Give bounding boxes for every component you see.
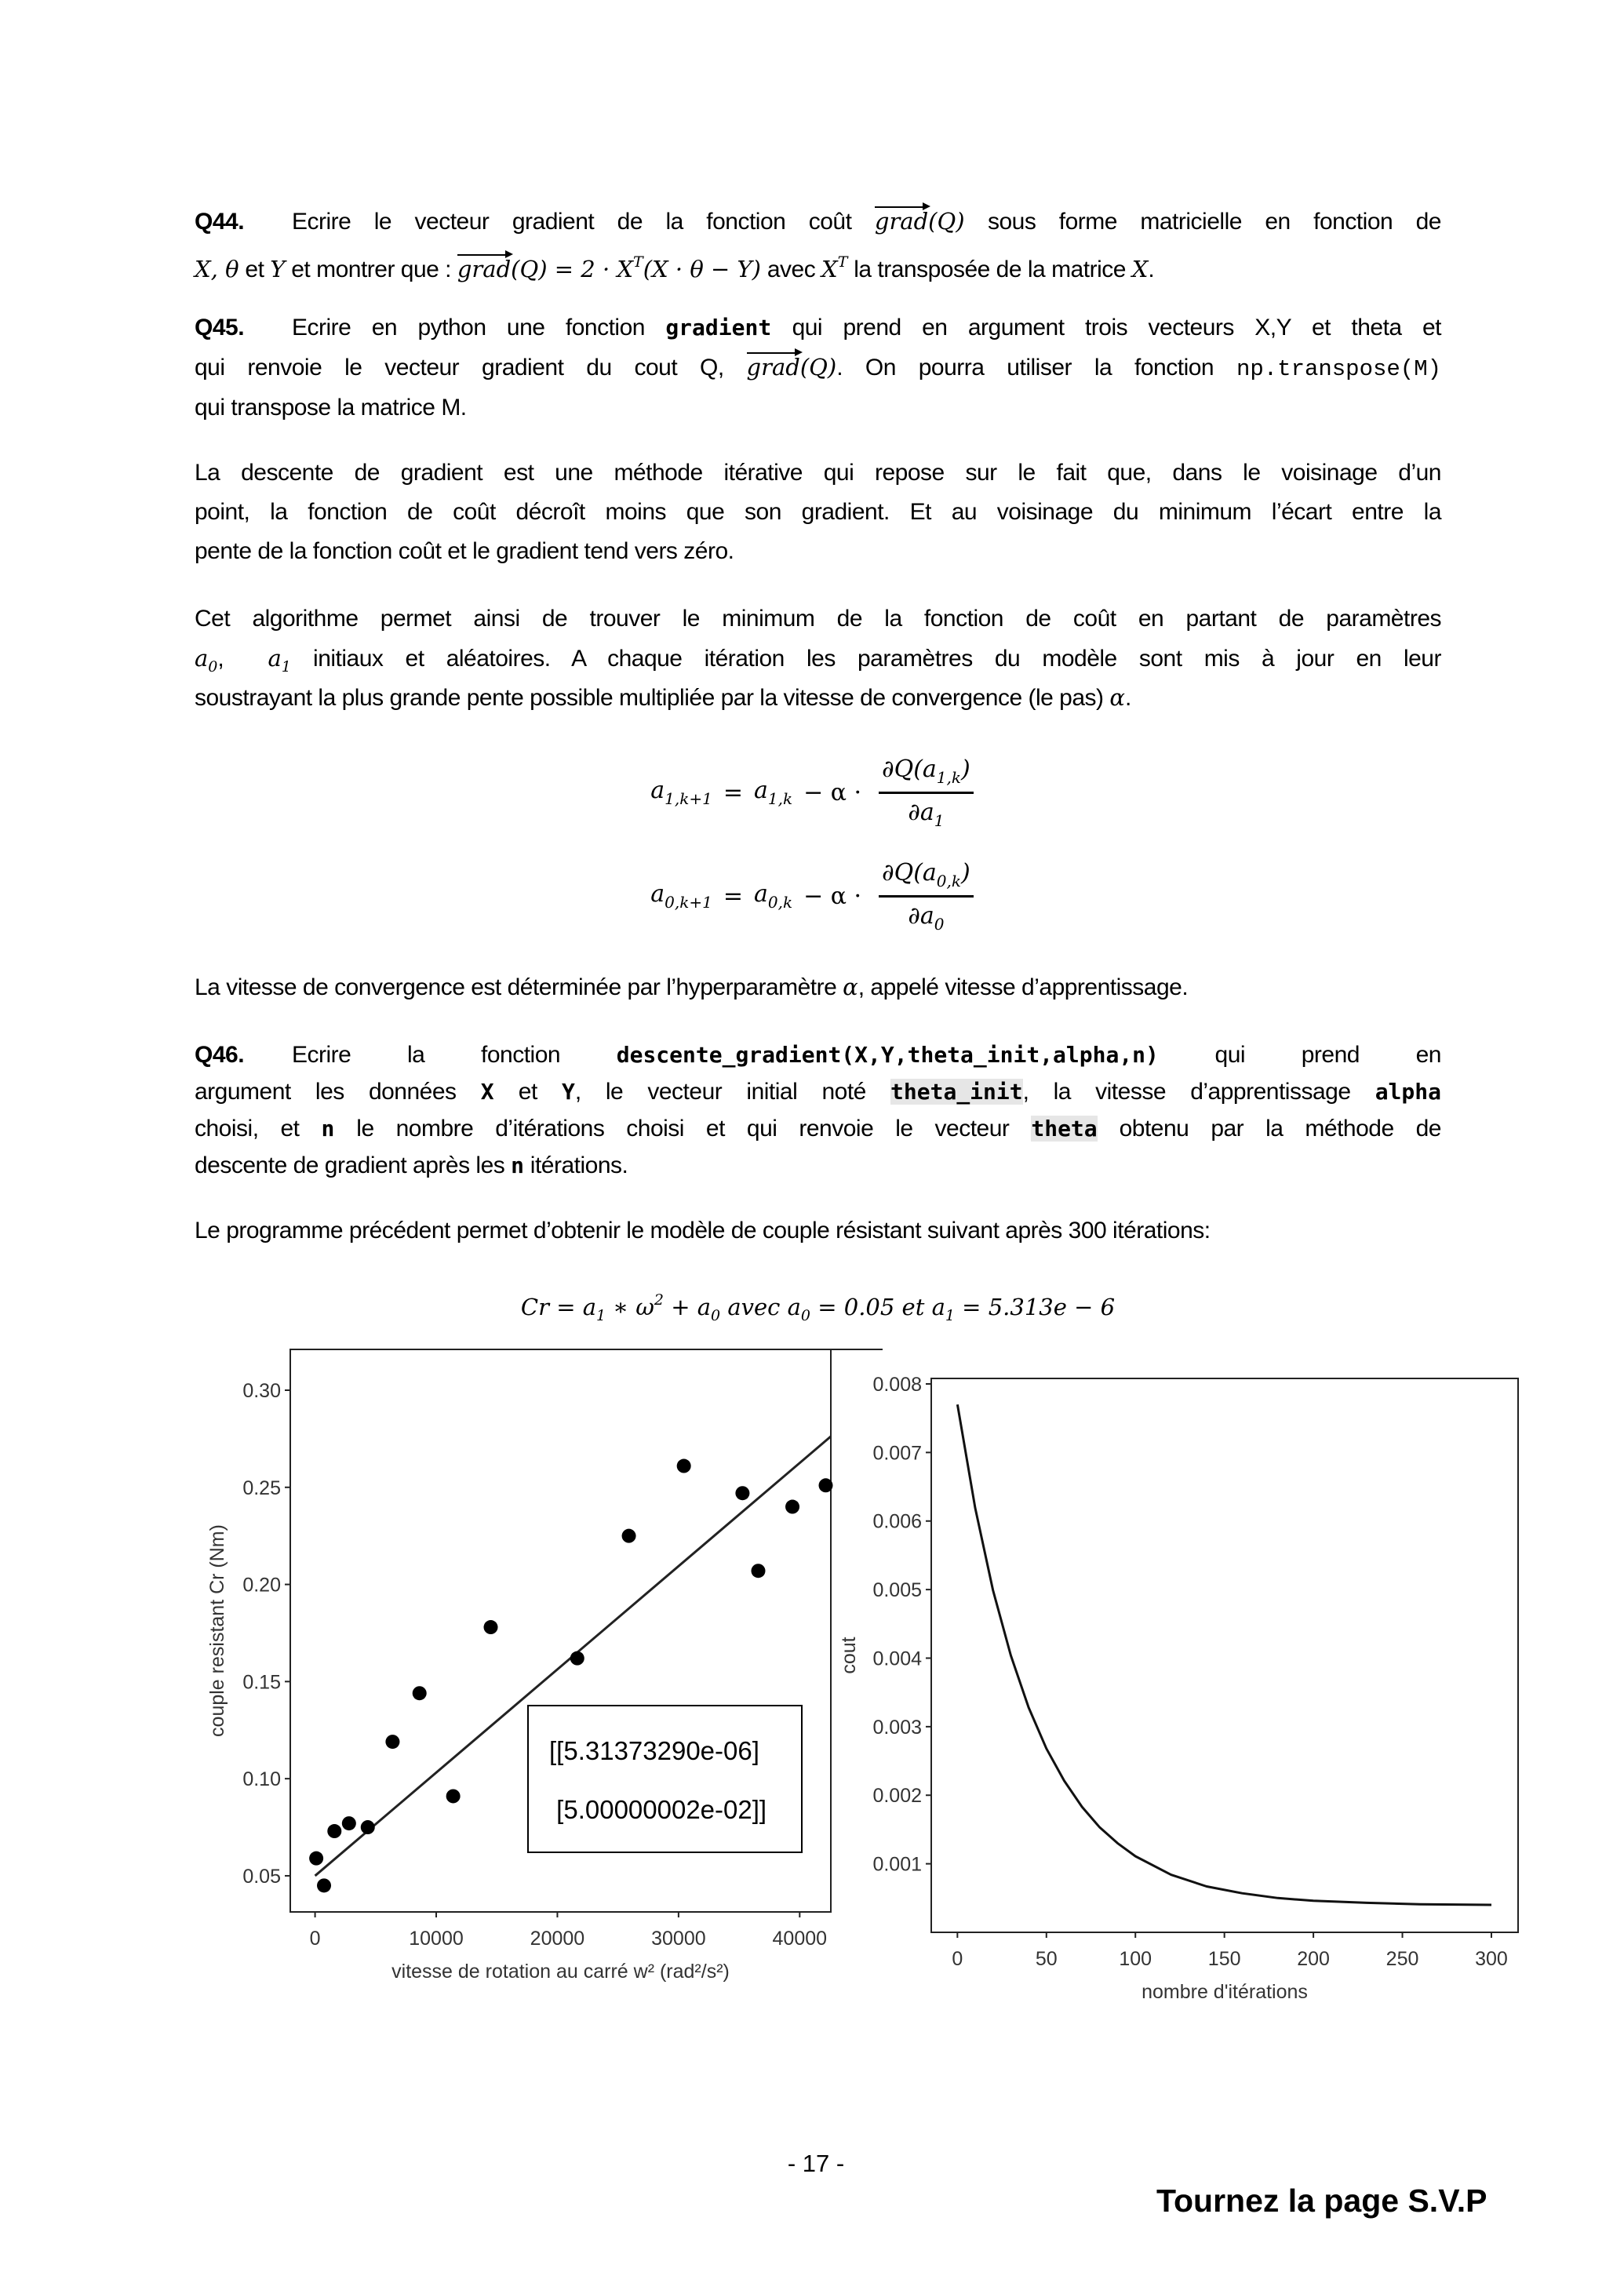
text-run: descente de gradient après les: [195, 1152, 512, 1178]
turn-page-note: Tournez la page S.V.P: [1156, 2183, 1487, 2219]
code-keyword: n: [321, 1116, 335, 1142]
math-run: (Q): [799, 354, 837, 381]
x-tick-label: 0: [309, 1928, 321, 1950]
y-tick-label: 0.05: [242, 1865, 281, 1888]
math-run: X: [821, 256, 838, 282]
code-keyword-highlighted: theta_init: [890, 1079, 1023, 1105]
math-run: Y: [270, 256, 286, 282]
code-keyword: n: [511, 1152, 524, 1178]
text-run: ,: [217, 646, 268, 672]
data-point: [317, 1878, 331, 1892]
code-keyword: descente_gradient(X,Y,theta_init,alpha,n): [616, 1042, 1159, 1068]
code-keyword: Y: [561, 1079, 575, 1105]
text-run: avec: [761, 257, 822, 282]
math-run: (Q) = 2 · X: [511, 256, 634, 282]
x-tick-label: 50: [1035, 1948, 1058, 1970]
text-run: qui prend en: [1158, 1042, 1441, 1068]
text-run: initiaux et aléatoires. A chaque itération les paramètres du modèle sont mis à jour en leur: [290, 646, 1441, 672]
math-superscript: 2: [654, 1291, 664, 1309]
eq-lhs: $a_{0,k+1}$: [650, 880, 712, 912]
eq-lhs: $a_{1,k+1}$: [650, 777, 712, 808]
text-run: et: [239, 257, 271, 282]
y-tick-label: 0.005: [872, 1579, 922, 1602]
x-tick-label: 0: [952, 1948, 963, 1970]
x-tick-label: 10000: [409, 1928, 464, 1950]
code-keyword: gradient: [665, 315, 772, 340]
eq-denominator: $\partial a_1$: [908, 798, 945, 830]
math-run: X, θ: [195, 256, 239, 282]
x-tick-label: 20000: [530, 1928, 585, 1950]
y-tick-label: 0.002: [872, 1785, 922, 1808]
math-run: X: [1131, 256, 1149, 282]
math-run: (X · θ − Y): [643, 256, 761, 282]
math-subscript: 1: [281, 658, 291, 675]
code-keyword-highlighted: theta: [1031, 1116, 1098, 1142]
text-run: La vitesse de convergence est déterminée par l’hyperparamètre: [195, 974, 843, 1000]
x-tick-label: 150: [1207, 1948, 1241, 1970]
question-label: Q45.: [195, 315, 245, 340]
math-run: avec a: [720, 1294, 801, 1320]
text-run: point, la fonction de coût décroît moins que son gradient. Et au voisinage du minimum l’écart entre la: [195, 499, 1441, 525]
y-tick-label: 0.007: [872, 1442, 922, 1465]
text-run: Ecrire la fonction: [292, 1042, 617, 1068]
data-point: [785, 1500, 799, 1514]
y-tick-label: 0.30: [242, 1379, 281, 1402]
text-run: qui transpose la matrice M.: [195, 395, 467, 421]
x-axis-label: nombre d'itérations: [1142, 1981, 1308, 2003]
text-run: qui renvoie le vecteur gradient du cout Q,: [195, 355, 747, 381]
data-point: [677, 1459, 691, 1473]
eq-equals: =: [723, 882, 743, 910]
math-run: = 5.313e − 6: [954, 1294, 1116, 1320]
text-run: , le vecteur initial noté: [574, 1079, 891, 1105]
code-keyword: X: [480, 1079, 494, 1105]
data-point: [484, 1620, 498, 1634]
data-point: [735, 1486, 749, 1500]
vector-arrow-math: grad: [457, 256, 512, 282]
y-tick-label: 0.001: [872, 1853, 922, 1876]
math-run: Cr = a: [520, 1294, 596, 1320]
data-point: [570, 1651, 584, 1666]
vector-arrow-math: grad: [874, 208, 929, 235]
text-run: la transposée de la matrice: [847, 257, 1132, 282]
eq-rhs: $a_{0,k}$: [753, 880, 793, 912]
eq-operator: − α ·: [803, 882, 862, 910]
eq-denominator: $\partial a_0$: [908, 901, 945, 934]
eq-operator: − α ·: [803, 778, 862, 807]
text-run: sous forme matricielle en fonction de: [964, 209, 1441, 235]
text-run: . On pourra utiliser la fonction: [836, 355, 1236, 381]
plot-frame: [931, 1378, 1518, 1932]
text-run: Cet algorithme permet ainsi de trouver le minimum de la fonction de coût en partant de paramètres: [195, 606, 1441, 632]
x-axis-label: vitesse de rotation au carré w² (rad²/s²): [391, 1961, 730, 1983]
eq-rhs: $a_{1,k}$: [753, 777, 793, 808]
y-axis-label: couple resistant Cr (Nm): [206, 1524, 228, 1737]
x-tick-label: 200: [1297, 1948, 1330, 1970]
math-subscript: 0: [800, 1307, 811, 1324]
math-run: α: [1109, 684, 1125, 711]
math-run: = 0.05 et a: [810, 1294, 945, 1320]
y-tick-label: 0.15: [242, 1671, 281, 1694]
text-run: et montrer que :: [285, 257, 457, 282]
x-tick-label: 250: [1385, 1948, 1419, 1970]
y-tick-label: 0.006: [872, 1510, 922, 1533]
math-run: (Q): [928, 208, 965, 235]
x-tick-label: 100: [1119, 1948, 1152, 1970]
code-keyword: alpha: [1375, 1079, 1441, 1105]
text-run: obtenu par la méthode de: [1097, 1116, 1441, 1142]
coefficients-line: [5.00000002e-02]]: [549, 1795, 767, 1824]
coefficients-line: [[5.31373290e-06]: [549, 1736, 759, 1765]
text-run: soustrayant la plus grande pente possible multipliée par la vitesse de convergence (le pas): [195, 685, 1110, 711]
y-tick-label: 0.10: [242, 1768, 281, 1791]
data-point: [413, 1686, 427, 1700]
text-run: le nombre d’itérations choisi et qui renvoie le vecteur: [334, 1116, 1032, 1142]
text-run: qui prend en argument trois vecteurs X,Y et theta et: [771, 315, 1441, 340]
y-tick-label: 0.003: [872, 1716, 922, 1739]
data-point: [622, 1529, 636, 1543]
math-subscript: 1: [945, 1307, 955, 1324]
text-run: Ecrire le vecteur gradient de la fonction coût: [292, 209, 875, 235]
data-point: [385, 1735, 399, 1749]
text-run: Ecrire en python une fonction: [292, 315, 666, 340]
math-subscript: 0: [208, 658, 218, 675]
math-run: + a: [663, 1294, 712, 1320]
data-point: [446, 1789, 461, 1803]
question-label: Q44.: [195, 209, 245, 235]
text-run: .: [1124, 685, 1131, 711]
coefficients-box: [528, 1706, 802, 1852]
text-run: itérations.: [523, 1152, 628, 1178]
x-tick-label: 30000: [651, 1928, 706, 1950]
math-run: a: [268, 645, 282, 672]
y-axis-label: cout: [838, 1637, 860, 1674]
text-run: .: [1148, 257, 1155, 282]
x-tick-label: 300: [1475, 1948, 1508, 1970]
eq-numerator: $\partial Q(a_{1,k})$: [879, 756, 974, 794]
code-run: np.transpose(M): [1236, 356, 1441, 382]
page-number: - 17 -: [787, 2150, 845, 2177]
math-run: a: [195, 645, 209, 672]
text-run: argument les données: [195, 1079, 481, 1105]
question-label: Q46.: [195, 1042, 245, 1068]
data-point: [342, 1816, 356, 1830]
y-tick-label: 0.008: [872, 1373, 922, 1396]
data-point: [309, 1852, 323, 1866]
eq-numerator: $\partial Q(a_{0,k})$: [879, 859, 974, 898]
data-point: [361, 1820, 375, 1834]
math-superscript: T: [633, 253, 643, 271]
text-run: choisi, et: [195, 1116, 322, 1142]
math-run: α: [843, 974, 858, 1000]
text-run: Le programme précédent permet d’obtenir le modèle de couple résistant suivant après 300 itérations:: [195, 1218, 1211, 1243]
text-run: pente de la fonction coût et le gradient tend vers zéro.: [195, 538, 734, 564]
eq-equals: =: [723, 778, 743, 807]
y-tick-label: 0.20: [242, 1574, 281, 1597]
text-run: , appelé vitesse d’apprentissage.: [858, 974, 1189, 1000]
text-run: , la vitesse d’apprentissage: [1022, 1079, 1375, 1105]
math-run: ∗ ω: [606, 1294, 654, 1320]
math-superscript: T: [837, 253, 848, 271]
text-run: et: [493, 1079, 562, 1105]
math-subscript: 1: [596, 1307, 606, 1324]
cost-curve: [957, 1404, 1491, 1905]
math-subscript: 0: [711, 1307, 721, 1324]
data-point: [327, 1824, 341, 1838]
text-run: La descente de gradient est une méthode itérative qui repose sur le fait que, dans le voisinage d’un: [195, 460, 1441, 486]
vector-arrow-math: grad: [746, 354, 800, 381]
data-point: [751, 1564, 765, 1578]
y-tick-label: 0.004: [872, 1648, 922, 1670]
x-tick-label: 40000: [772, 1928, 828, 1950]
data-point: [819, 1478, 833, 1492]
y-tick-label: 0.25: [242, 1477, 281, 1499]
